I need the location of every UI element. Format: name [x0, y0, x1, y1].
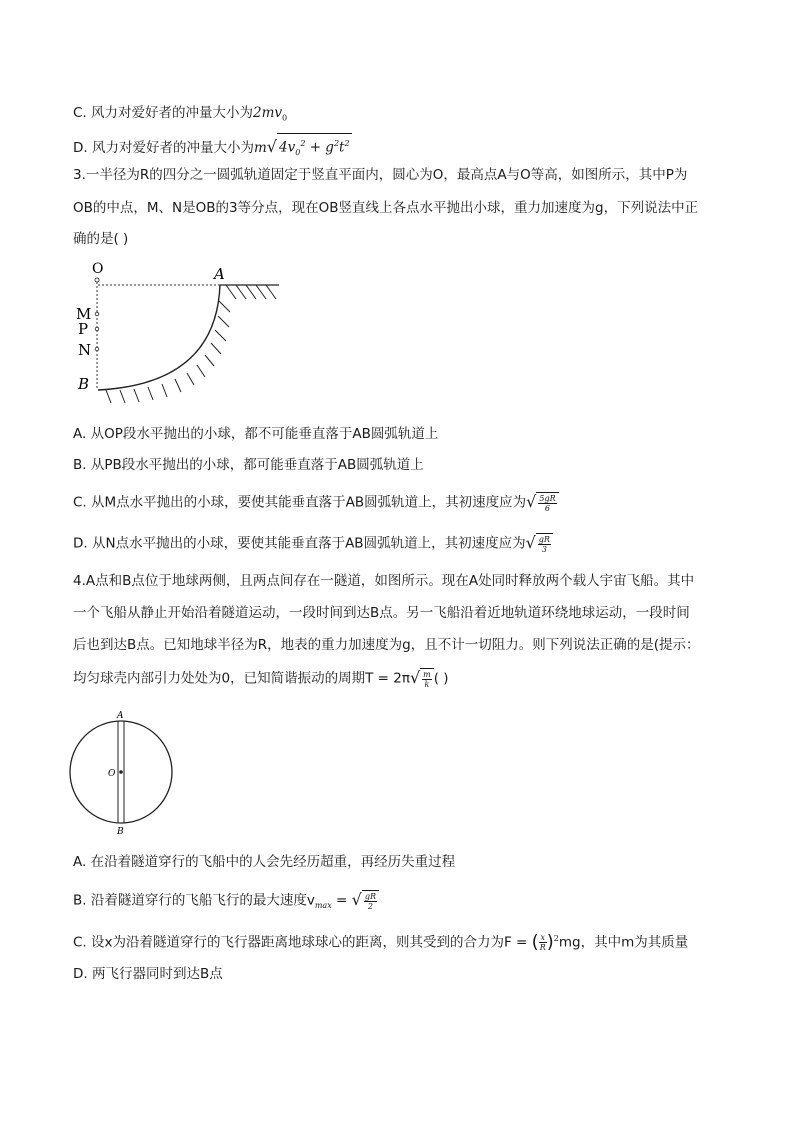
- q4-stem-line4: 均匀球壳内部引力处处为0，已知简谐振动的周期T = 2π√ $\frac{m}{k}$ ( ): [73, 668, 449, 689]
- point-n-dot: [95, 347, 99, 351]
- center-dot: [119, 770, 123, 774]
- q4-stem-line3: 后也到达B点。已知地球半径为R，地表的重力加速度为g，且不计一切阻力。则下列说法正确的是(提示：: [73, 637, 700, 653]
- q4-option-d: D. 两飞行器同时到达B点: [73, 966, 223, 982]
- q2-sqrt: √ $4v_0^2 + g^2t^2$: [267, 133, 352, 163]
- label-n: N: [78, 341, 92, 359]
- label-p: P: [78, 320, 89, 338]
- label-a: A: [214, 265, 225, 283]
- point-o-dot: [95, 278, 99, 282]
- q2-option-d: D. 风力对爱好者的冲量大小为m√ $4v_0^2 + g^2t^2$: [73, 133, 352, 163]
- q3-stem-line3: 确的是( ): [73, 231, 129, 247]
- q3-stem-line1: 3.一半径为R的四分之一圆弧轨道固定于竖直平面内，圆心为O，最高点A与O等高，如图所示，其中P为: [73, 167, 688, 183]
- q4-option-b: B. 沿着隧道穿行的飞船飞行的最大速度$v_{max}$ = √ $\frac{gR}{2}$: [73, 890, 379, 916]
- label-m: M: [76, 305, 92, 323]
- q4-option-a: A. 在沿着隧道穿行的飞船中的人会先经历超重，再经历失重过程: [73, 854, 456, 870]
- point-m-dot: [95, 312, 99, 316]
- top-hatching: [226, 285, 276, 299]
- label-b: B: [78, 375, 90, 393]
- q4-stem-line2: 一个飞船从静止开始沿着隧道运动，一段时间到达B点。另一飞船沿着近地轨道环绕地球运动，一段时间: [73, 605, 690, 621]
- ab-arc: [98, 285, 220, 390]
- q3-stem-line2: OB的中点，M、N是OB的3等分点，现在OB竖直线上各点水平抛出小球，重力加速度为g，下列说法中正: [73, 200, 699, 216]
- q4-option-c: C. 设x为沿着隧道穿行的飞行器距离地球球心的距离，则其受到的合力为F = ( $\frac{x}{R}$ )$^2$mg，其中m为其质量: [73, 931, 689, 953]
- q3-option-a: A. 从OP段水平抛出的小球，都不可能垂直落于AB圆弧轨道上: [73, 426, 439, 442]
- q2-option-c: C. 风力对爱好者的冲量大小为$2mv_0$: [73, 105, 288, 123]
- point-p-dot: [95, 327, 99, 331]
- label-o: O: [108, 769, 116, 779]
- label-b: B: [117, 827, 124, 837]
- q3-arc-figure: [74, 256, 284, 412]
- label-a: A: [117, 711, 124, 721]
- q3-option-c: C. 从M点水平抛出的小球，要使其能垂直落于AB圆弧轨道上，其初速度应为√ $\frac{5gR}{6}$: [73, 492, 559, 513]
- q3-option-b: B. 从PB段水平抛出的小球，都可能垂直落于AB圆弧轨道上: [73, 457, 424, 473]
- q4-earth-figure: [68, 706, 178, 840]
- q3-option-d: D. 从N点水平抛出的小球，要使其能垂直落于AB圆弧轨道上，其初速度应为√ $\frac{gR}{3}$: [73, 533, 553, 554]
- q4-stem-line1: 4.A点和B点位于地球两侧，且两点间存在一隧道，如图所示。现在A处同时释放两个载人宇宙飞船。其中: [73, 573, 695, 589]
- label-o: O: [92, 261, 104, 277]
